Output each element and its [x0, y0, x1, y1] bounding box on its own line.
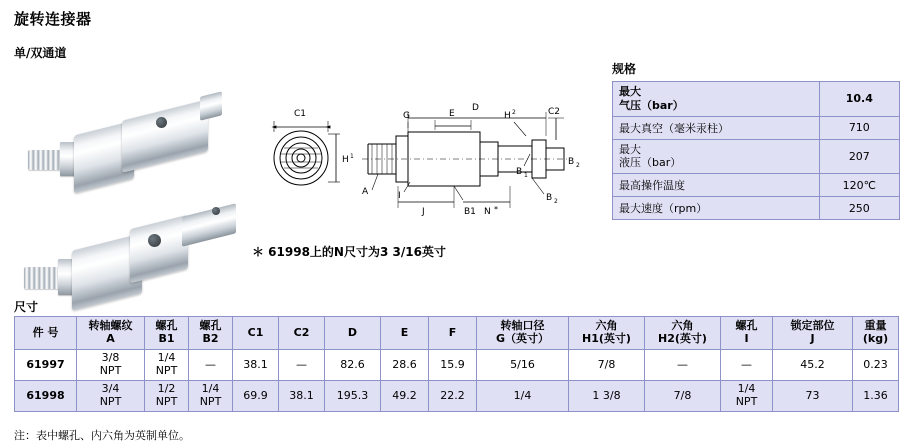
cell-h2: 7/8	[645, 381, 721, 412]
dims-col-c1	[233, 317, 279, 350]
cell-c2: 38.1	[279, 381, 325, 412]
header-line2: I	[744, 332, 749, 345]
cell-g: 1/4	[477, 381, 569, 412]
dims-table-section	[14, 316, 898, 412]
technical-drawing	[258, 96, 608, 240]
label-g: G	[403, 111, 410, 121]
header-line1: F	[448, 325, 457, 339]
dims-table-title: 尺寸	[14, 300, 39, 314]
header-line2: (kg)	[862, 332, 889, 345]
header-line1: C2	[293, 325, 310, 339]
cell-f: 22.2	[429, 381, 477, 412]
label-b2-right: B	[568, 157, 575, 167]
cell-g: 5/16	[477, 350, 569, 381]
drawing-svg	[258, 96, 608, 236]
cell-a	[77, 350, 145, 381]
label-d: D	[472, 103, 479, 113]
cell-b2-line1: 1/4	[201, 382, 220, 396]
label-b1-right: B	[516, 167, 523, 177]
cell-b2	[189, 381, 233, 412]
dims-col-weight	[853, 317, 899, 350]
cell-weight: 1.36	[853, 381, 899, 412]
cell-c1: 38.1	[233, 350, 279, 381]
cell-a-line1: 3/8	[101, 351, 120, 365]
spec-label	[613, 139, 820, 174]
header-line2: B1	[158, 332, 175, 345]
label-b2-bottom-sub: 2	[554, 198, 558, 205]
label-n: N	[484, 207, 491, 217]
spec-label-line2: 气压（bar）	[619, 98, 684, 112]
dims-header-row	[15, 317, 899, 350]
dims-col-h1	[569, 317, 645, 350]
table-note: 注：表中螺孔、内六角为英制单位。	[14, 429, 190, 442]
cell-h2: —	[645, 350, 721, 381]
header-line1: 件 号	[32, 325, 59, 339]
header-line1: E	[400, 325, 409, 339]
header-line1: 转轴螺纹	[88, 319, 133, 333]
cell-b1-line1: 1/2	[157, 382, 176, 396]
page-title: 旋转连接器	[14, 10, 92, 28]
header-line2: A	[106, 332, 115, 345]
cell-b2: —	[189, 350, 233, 381]
header-line2: J	[810, 332, 815, 345]
spec-label-line1: 最大	[619, 142, 641, 156]
cell-partno: 61997	[15, 350, 77, 381]
header-line1: 锁定部位	[790, 319, 835, 333]
header-line1: 螺孔	[735, 319, 758, 333]
cell-j: 45.2	[773, 350, 853, 381]
label-b1-bottom: B1	[464, 207, 476, 217]
spec-label	[613, 82, 820, 117]
header-line1: 重量	[864, 319, 887, 333]
page-subtitle: 单/双通道	[14, 46, 67, 60]
cell-a-line2: NPT	[99, 395, 122, 408]
label-b2-bottom: B	[546, 193, 553, 203]
label-h2: H	[504, 111, 511, 121]
dims-col-b1	[145, 317, 189, 350]
header-line1: C1	[247, 325, 264, 339]
dims-col-partno	[15, 317, 77, 350]
spec-label: 最大真空（毫米汞柱）	[613, 116, 820, 139]
label-a: A	[362, 187, 369, 197]
spec-value: 120℃	[819, 174, 899, 197]
cell-j: 73	[773, 381, 853, 412]
spec-table-section	[612, 60, 902, 220]
cell-i	[721, 381, 773, 412]
cell-b1	[145, 350, 189, 381]
table-row	[15, 350, 899, 381]
header-line1: 螺孔	[155, 319, 178, 333]
cell-b1	[145, 381, 189, 412]
header-line1: 螺孔	[199, 319, 222, 333]
label-b2-right-sub: 2	[576, 162, 580, 169]
cell-c1: 69.9	[233, 381, 279, 412]
dims-col-i	[721, 317, 773, 350]
dims-col-d	[325, 317, 381, 350]
table-row	[15, 381, 899, 412]
header-line1: 六角	[595, 319, 618, 333]
spec-row	[613, 139, 900, 174]
spec-label-line1: 最大	[619, 85, 641, 98]
cell-h1: 7/8	[569, 350, 645, 381]
label-n-star: *	[494, 205, 498, 214]
cell-b1-line1: 1/4	[157, 351, 176, 365]
spec-value: 710	[819, 116, 899, 139]
dims-col-h2	[645, 317, 721, 350]
cell-b1-line2: NPT	[155, 364, 178, 377]
label-h1: H	[342, 155, 349, 165]
label-b1-right-sub: 1	[524, 172, 528, 179]
dims-table	[14, 316, 899, 412]
dims-col-b2	[189, 317, 233, 350]
cell-i-line1: 1/4	[737, 382, 756, 396]
cell-d: 195.3	[325, 381, 381, 412]
label-i: I	[398, 191, 401, 201]
spec-row	[613, 197, 900, 220]
cell-a-line1: 3/4	[101, 382, 120, 396]
cell-i-line2: NPT	[735, 395, 758, 408]
spec-row	[613, 82, 900, 117]
header-line1: D	[347, 325, 358, 339]
spec-value: 250	[819, 197, 899, 220]
header-line2: G（英寸）	[495, 332, 550, 345]
cell-partno: 61998	[15, 381, 77, 412]
dims-col-c2	[279, 317, 325, 350]
dims-col-j	[773, 317, 853, 350]
cell-c2: —	[279, 350, 325, 381]
spec-value: 207	[819, 139, 899, 174]
label-h1-sup: 1	[350, 153, 354, 160]
spec-row	[613, 174, 900, 197]
cell-f: 15.9	[429, 350, 477, 381]
spec-label-line2: 液压（bar）	[619, 156, 682, 170]
spec-label: 最高操作温度	[613, 174, 820, 197]
product-photos	[10, 62, 260, 262]
cell-e: 49.2	[381, 381, 429, 412]
dims-col-f	[429, 317, 477, 350]
cell-h1: 1 3/8	[569, 381, 645, 412]
header-line1: 六角	[671, 319, 694, 333]
label-c2: C2	[548, 107, 561, 117]
cell-a	[77, 381, 145, 412]
header-line2: H1(英寸)	[582, 332, 631, 345]
label-c1: C1	[294, 109, 307, 119]
cell-weight: 0.23	[853, 350, 899, 381]
spec-row	[613, 116, 900, 139]
label-e: E	[449, 109, 455, 119]
dims-col-e	[381, 317, 429, 350]
cell-d: 82.6	[325, 350, 381, 381]
cell-b2-line2: NPT	[199, 395, 222, 408]
dims-col-a	[77, 317, 145, 350]
spec-value: 10.4	[819, 82, 899, 117]
spec-table-title: 规格	[612, 62, 637, 76]
header-line2: B2	[202, 332, 219, 345]
cell-i: —	[721, 350, 773, 381]
header-line1: 转轴口径	[500, 319, 545, 333]
cell-b1-line2: NPT	[155, 395, 178, 408]
label-j: J	[422, 207, 425, 217]
cell-e: 28.6	[381, 350, 429, 381]
label-h2-sup: 2	[512, 109, 516, 116]
spec-table	[612, 81, 900, 220]
drawing-footnote: ＊ 61998上的N尺寸为3 3/16英寸	[252, 245, 446, 259]
cell-a-line2: NPT	[99, 364, 122, 377]
header-line2: H2(英寸)	[658, 332, 707, 345]
spec-label: 最大速度（rpm）	[613, 197, 820, 220]
dims-col-g	[477, 317, 569, 350]
